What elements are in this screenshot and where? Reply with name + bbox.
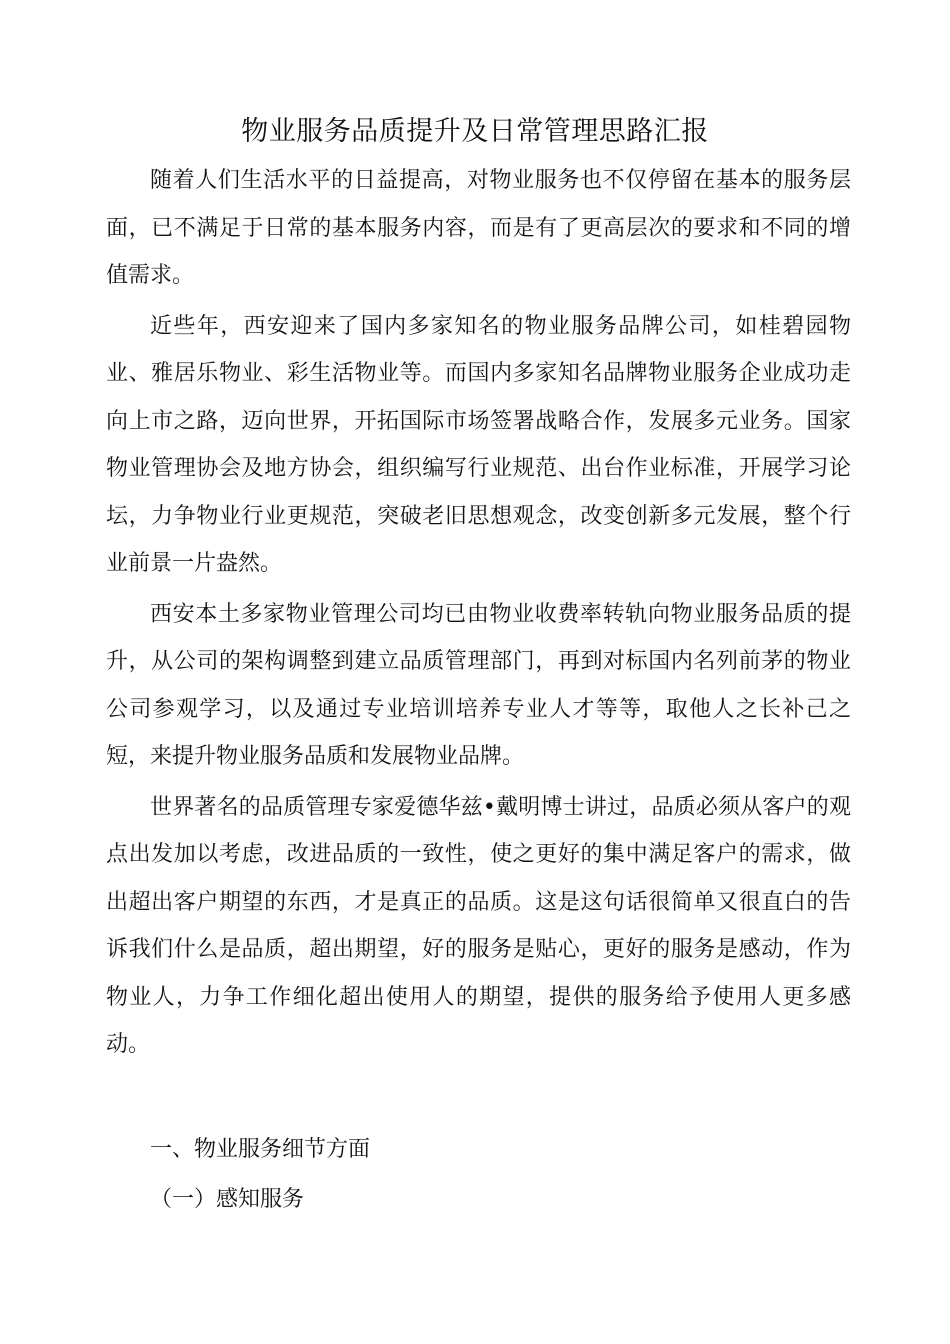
section-heading: 一、物业服务细节方面 [150, 1137, 371, 1162]
subsection-heading: （一）感知服务 [150, 1187, 305, 1212]
paragraph-intro: 随着人们生活水平的日益提高，对物业服务也不仅停留在基本的服务层面，已不满足于日常的基本服务内容，而是有了更高层次的要求和不同的增值需求。 [106, 168, 851, 288]
paragraph-local-companies: 西安本土多家物业管理公司均已由物业收费率转轨向物业服务品质的提升，从公司的架构调整到建立品质管理部门，再到对标国内名列前茅的物业公司参观学习，以及通过专业培训培养专业人才等等，取他人之长补己之短，来提升物业服务品质和发展物业品牌。 [106, 601, 851, 769]
paragraph-industry: 近些年，西安迎来了国内多家知名的物业服务品牌公司，如桂碧园物业、雅居乐物业、彩生活物业等。而国内多家知名品牌物业服务企业成功走向上市之路，迈向世界，开拓国际市场签署战略合作，发展多元业务。国家物业管理协会及地方协会，组织编写行业规范、出台作业标准，开展学习论坛，力争物业行业更规范，突破老旧思想观念，改变创新多元发展，整个行业前景一片盎然。 [106, 313, 851, 576]
document-body [106, 157, 851, 1069]
document-title: 物业服务品质提升及日常管理思路汇报 [241, 116, 709, 147]
paragraph-quality-quote: 世界著名的品质管理专家爱德华兹•戴明博士讲过，品质必须从客户的观点出发加以考虑，改进品质的一致性，使之更好的集中满足客户的需求，做出超出客户期望的东西，才是真正的品质。这是这句话很简单又很直白的告诉我们什么是品质，超出期望，好的服务是贴心，更好的服务是感动，作为物业人，力争工作细化超出使用人的期望，提供的服务给予使用人更多感动。 [106, 794, 851, 1057]
